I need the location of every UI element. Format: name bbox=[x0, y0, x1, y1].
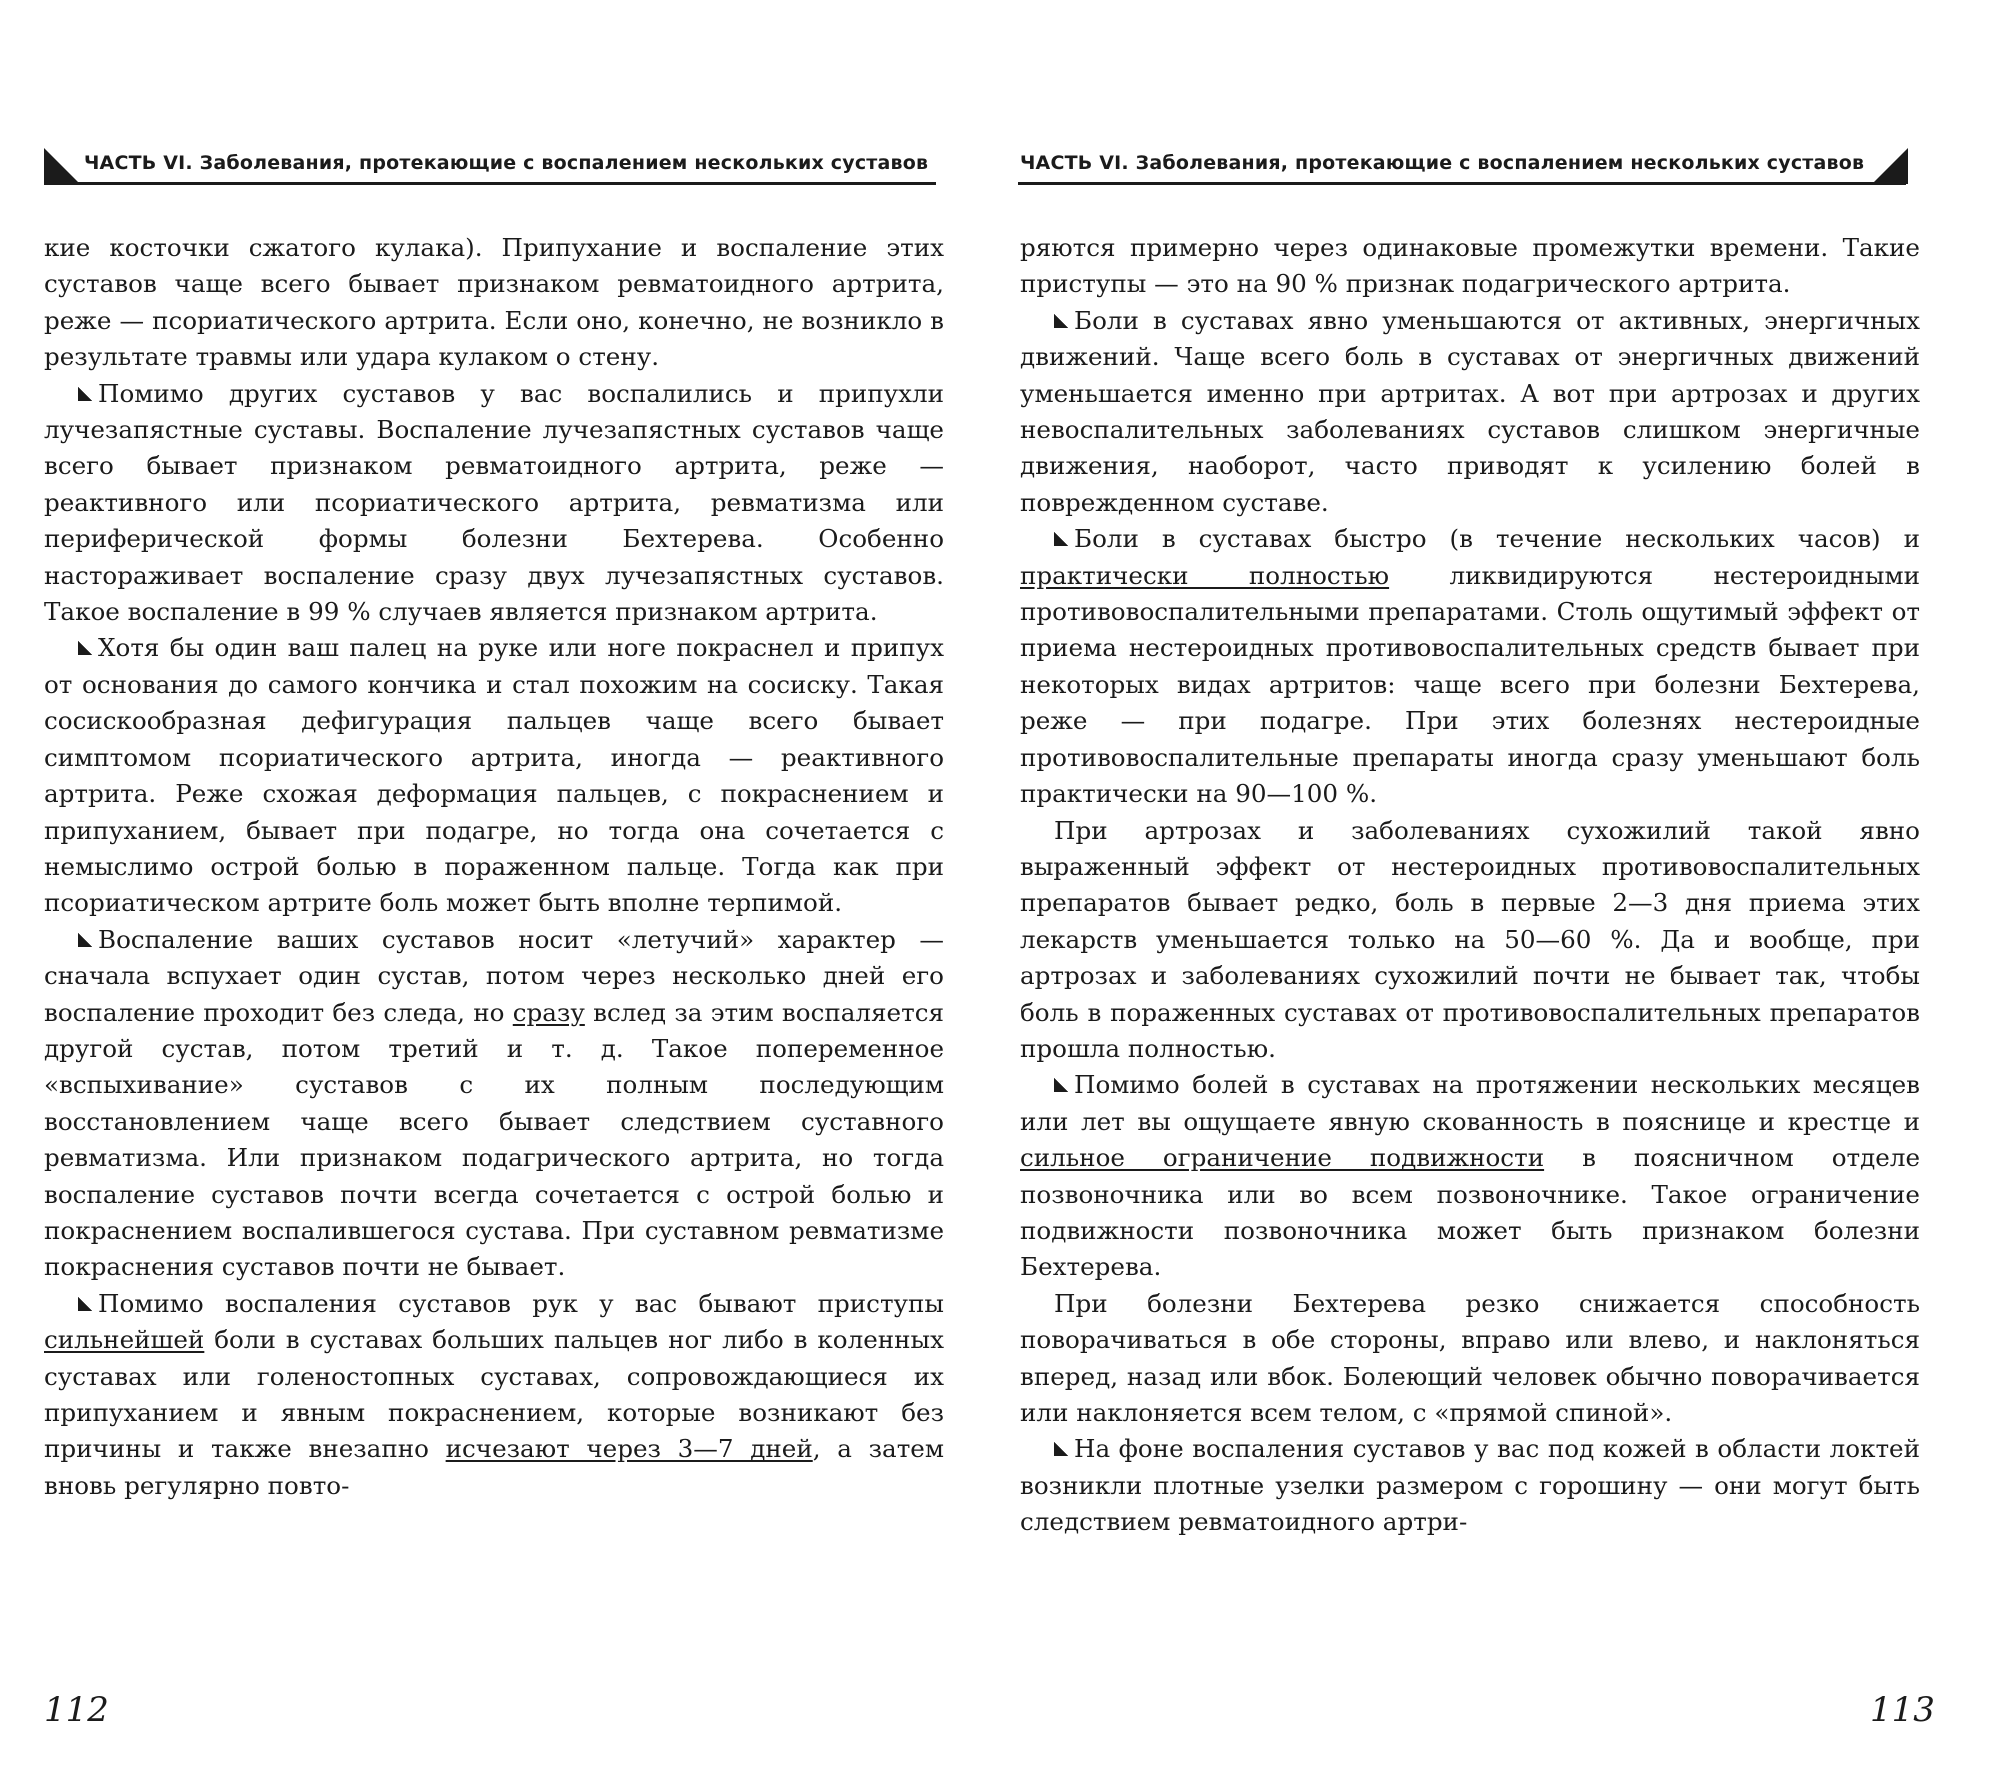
running-head bbox=[40, 140, 940, 184]
text-run: ряются примерно через одинаковые промежутки времени. Такие приступы — это на 90 % признак подагрического артрита. bbox=[1020, 233, 1920, 299]
paragraph bbox=[1020, 521, 1920, 812]
triangle-marker-icon bbox=[1872, 148, 1908, 184]
triangle-marker-icon bbox=[44, 148, 80, 184]
text-run: Хотя бы один ваш палец на руке или ноге покраснел и припух от основания до самого кончика и стал похожим на сосиску. Такая сосискообразная дефигурация пальцев чаще всего бывает симптомом псориатического артрита, иногда — реактивного артрита. Реже схожая деформация пальцев, с покраснением и припуханием, бывает при подагре, но тогда она сочетается с немыслимо острой болью в пораженном пальце. Тогда как при псориатическом артрите боль может быть вполне терпимой. bbox=[44, 633, 944, 918]
running-head-text: ЧАСТЬ VI. Заболевания, протекающие с воспалением нескольких суставов bbox=[84, 152, 929, 174]
underlined-phrase: сразу bbox=[512, 997, 585, 1027]
underlined-phrase: сильное ограничение подвижности bbox=[1020, 1143, 1545, 1173]
text-run: Воспаление ваших суставов носит «летучий» характер — сначала вспухает один сустав, потом через несколько дней его воспаление проходит без следа, но bbox=[44, 924, 944, 1027]
page-number: 113 bbox=[1870, 1690, 1935, 1730]
bullet-triangle-icon bbox=[1054, 1078, 1068, 1092]
running-head-rule bbox=[1018, 182, 1906, 185]
paragraph bbox=[44, 1286, 944, 1504]
text-run: При болезни Бехтерева резко снижается способность поворачиваться в обе стороны, вправо или влево, и наклоняться вперед, назад или вбок. Болеющий человек обычно поворачивается или наклоняется всем телом, с «прямой спиной». bbox=[1020, 1288, 1920, 1427]
paragraph bbox=[44, 922, 944, 1286]
body-text bbox=[1020, 230, 1920, 1541]
text-run: Боли в суставах быстро (в течение нескольких часов) и bbox=[1074, 524, 1920, 554]
bullet-triangle-icon bbox=[78, 933, 92, 947]
paragraph bbox=[1020, 303, 1920, 521]
paragraph bbox=[1020, 1286, 1920, 1432]
paragraph bbox=[1020, 813, 1920, 1068]
running-head-rule bbox=[44, 182, 936, 185]
text-run: кие косточки сжатого кулака). Припухание и воспаление этих суставов чаще всего бывает признаком ревматоидного артрита, реже — псориатического артрита. Если оно, конечно, не возникло в результате травмы или удара кулаком о стену. bbox=[44, 233, 944, 372]
paragraph bbox=[1020, 230, 1920, 303]
paragraph bbox=[44, 230, 944, 376]
bullet-triangle-icon bbox=[78, 1297, 92, 1311]
underlined-phrase: сильнейшей bbox=[44, 1325, 205, 1355]
underlined-phrase: практически полностью bbox=[1020, 560, 1390, 590]
text-run: в поясничном отделе позвоночника или во всем позвоночнике. Такое ограничение подвижности позвоночника может быть признаком болезни Бехтерева. bbox=[1020, 1143, 1920, 1282]
text-run: боли в суставах больших пальцев ног либо в коленных суставах или голеностопных суставах, сопровождающиеся их припуханием и явным покраснением, которые возникают без причины и также внезапно bbox=[44, 1325, 944, 1464]
bullet-triangle-icon bbox=[1054, 1442, 1068, 1456]
running-head-text: ЧАСТЬ VI. Заболевания, протекающие с воспалением нескольких суставов bbox=[1020, 152, 1865, 174]
text-run: , а затем вновь регулярно повто- bbox=[44, 1434, 944, 1500]
text-run: Помимо других суставов у вас воспалились и припухли лучезапястные суставы. Воспаление лучезапястных суставов чаще всего бывает признаком ревматоидного артрита, реже — реактивного или псориатического артрита, ревматизма или периферической формы болезни Бехтерева. Особенно настораживает воспаление сразу двух лучезапястных суставов. Такое воспаление в 99 % случаев является признаком артрита. bbox=[44, 378, 944, 627]
page-number: 112 bbox=[44, 1690, 109, 1730]
text-run: вслед за этим воспаляется другой сустав, потом третий и т. д. Такое попеременное «вспыхивание» суставов с их полным последующим восстановлением чаще всего бывает следствием суставного ревматизма. Или признаком подагрического артрита, но тогда воспаление суставов почти всегда сочетается с острой болью и покраснением воспалившегося сустава. При суставном ревматизме покраснения суставов почти не бывает. bbox=[44, 997, 944, 1282]
right-page bbox=[1010, 0, 1970, 1789]
bullet-triangle-icon bbox=[1054, 314, 1068, 328]
paragraph bbox=[44, 376, 944, 631]
text-run: Боли в суставах явно уменьшаются от активных, энергичных движений. Чаще всего боль в суставах от энергичных движений уменьшается именно при артритах. А вот при артрозах и других невоспалительных заболеваниях суставов слишком энергичные движения, наоборот, часто приводят к усилению болей в поврежденном суставе. bbox=[1020, 305, 1920, 517]
bullet-triangle-icon bbox=[78, 387, 92, 401]
text-run: ликвидируются нестероидными противовоспалительными препаратами. Столь ощутимый эффект от приема нестероидных противовоспалительных средств бывает при некоторых видах артритов: чаще всего при болезни Бехтерева, реже — при подагре. При этих болезнях нестероидные противовоспалительные препараты иногда сразу уменьшают боль практически на 90—100 %. bbox=[1020, 560, 1920, 809]
left-page bbox=[40, 0, 1000, 1789]
text-run: При артрозах и заболеваниях сухожилий такой явно выраженный эффект от нестероидных противовоспалительных препаратов бывает редко, боль в первые 2—3 дня приема этих лекарств уменьшается только на 50—60 %. Да и вообще, при артрозах и заболеваниях сухожилий почти не бывает так, чтобы боль в пораженных суставах от противовоспалительных препаратов прошла полностью. bbox=[1020, 815, 1920, 1063]
paragraph bbox=[44, 630, 944, 921]
paragraph bbox=[1020, 1431, 1920, 1540]
text-run: Помимо воспаления суставов рук у вас бывают приступы bbox=[98, 1288, 944, 1318]
running-head bbox=[1010, 140, 1910, 184]
bullet-triangle-icon bbox=[1054, 532, 1068, 546]
text-run: Помимо болей в суставах на протяжении нескольких месяцев или лет вы ощущаете явную скованность в пояснице и крестце и bbox=[1020, 1070, 1920, 1136]
body-text bbox=[44, 230, 944, 1504]
text-run: На фоне воспаления суставов у вас под кожей в области локтей возникли плотные узелки размером с горошину — они могут быть следствием ревматоидного артри- bbox=[1020, 1434, 1920, 1537]
paragraph bbox=[1020, 1067, 1920, 1285]
bullet-triangle-icon bbox=[78, 641, 92, 655]
underlined-phrase: исчезают через 3—7 дней bbox=[445, 1434, 813, 1464]
